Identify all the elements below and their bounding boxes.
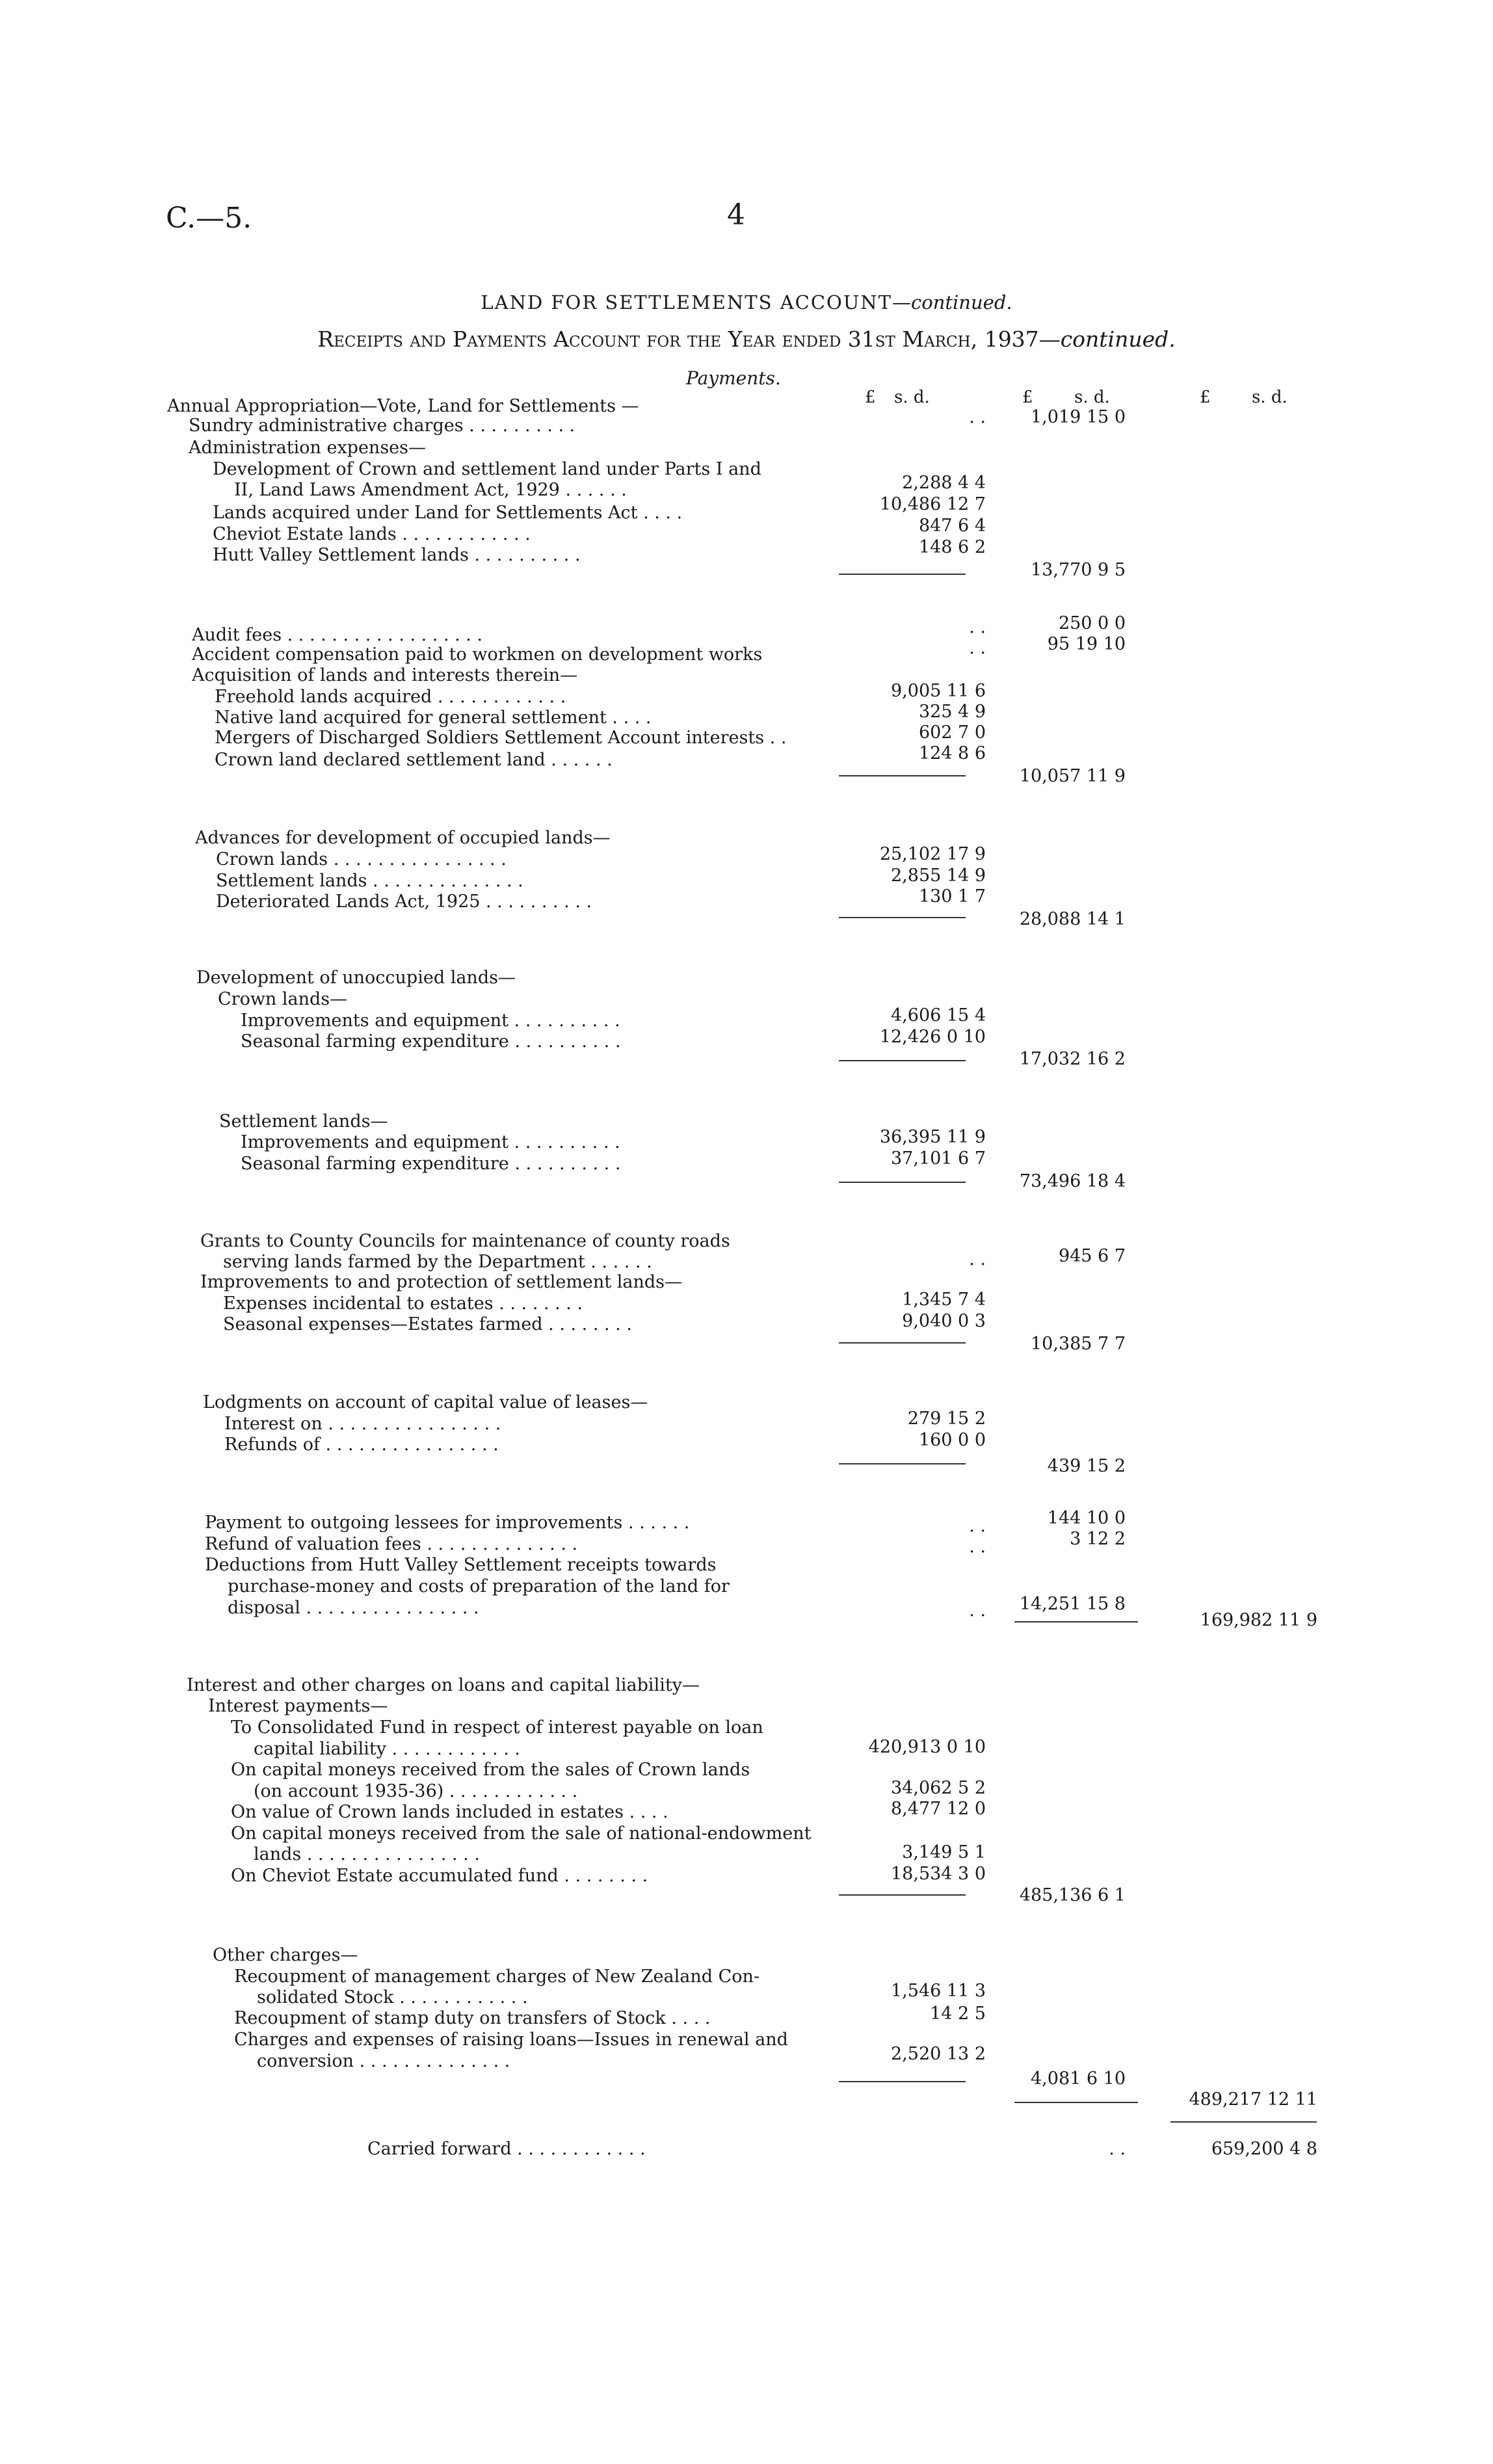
line-grants-county: Grants to County Councils for maintenance of county roads [200, 1231, 730, 1251]
line-expenses-incidental: Expenses incidental to estates . . . . . . . . [223, 1293, 583, 1314]
amount-deductions-col1: . . [969, 1600, 986, 1621]
line-improvements-protection: Improvements to and protection of settlement lands— [200, 1272, 682, 1292]
amount-grants-col1: . . [969, 1249, 986, 1269]
rule-advances-subtotal [839, 917, 966, 918]
line-conversion: conversion . . . . . . . . . . . . . . [257, 2051, 510, 2071]
amount-crown-seasonal: 12,426 0 10 [879, 1027, 986, 1047]
amount-deductions-hutt: 14,251 15 8 [1019, 1594, 1126, 1614]
amount-refund-valuation: 3 12 2 [1070, 1529, 1126, 1549]
rule-interest-payments-subtotal [839, 1894, 966, 1896]
amount-acquisition-total: 10,057 11 9 [1019, 766, 1126, 786]
amount-refunds-of: 160 0 0 [918, 1430, 986, 1450]
amount-audit-fees: 250 0 0 [1058, 613, 1126, 633]
amount-sundry-admin: 1,019 15 0 [1031, 407, 1126, 427]
amount-settlement-improvements: 36,395 11 9 [879, 1127, 986, 1147]
amount-value-crown-lands: 8,477 12 0 [891, 1799, 986, 1819]
line-settlement-seasonal: Seasonal farming expenditure . . . . . . . . . . [241, 1154, 621, 1174]
amount-interest-payments-total: 485,136 6 1 [1019, 1885, 1126, 1905]
amount-hutt-valley: 148 6 2 [918, 537, 986, 557]
line-crown-land-declared: Crown land declared settlement land . . . . . . [215, 750, 613, 770]
col3-sd-header: s. d. [1252, 388, 1288, 407]
title-continued: —continued. [892, 291, 1012, 313]
amount-refund-col1: . . [969, 1537, 986, 1557]
section-label: Payments. [686, 367, 781, 389]
line-national-endowment: On capital moneys received from the sale of national-endowment [231, 1823, 812, 1844]
amount-lands-acquired: 10,486 12 7 [879, 494, 986, 514]
line-accident-compensation: Accident compensation paid to workmen on development works [192, 644, 763, 665]
amount-cheviot-estate: 847 6 4 [918, 516, 986, 536]
line-purchase-money: purchase-money and costs of preparation of the land for [228, 1576, 730, 1596]
rule-other-charges-subtotal [839, 2081, 966, 2082]
line-cheviot-estate: Cheviot Estate lands . . . . . . . . . . . . [213, 524, 531, 544]
line-on-account: (on account 1935-36) . . . . . . . . . . . . [254, 1781, 578, 1801]
amount-audit-col1: . . [969, 617, 986, 637]
line-disposal: disposal . . . . . . . . . . . . . . . . [228, 1598, 479, 1618]
line-advances: Advances for development of occupied lands— [195, 828, 611, 848]
line-advances-settlement: Settlement lands . . . . . . . . . . . . . . [216, 871, 523, 891]
line-audit-fees: Audit fees . . . . . . . . . . . . . . . . . . [192, 625, 483, 645]
amount-expenses-incidental: 1,345 7 4 [902, 1290, 986, 1310]
line-seasonal-expenses: Seasonal expenses—Estates farmed . . . . . . . . [223, 1314, 632, 1334]
rule-acquisition-subtotal [839, 775, 966, 776]
line-land-laws-act: II, Land Laws Amendment Act, 1929 . . . . . . [234, 480, 627, 500]
line-raising-loans: Charges and expenses of raising loans—Issues in renewal and [234, 2030, 788, 2050]
col2-pounds-header: £ [1022, 388, 1033, 407]
col1-sd-header: s. d. [894, 388, 930, 407]
line-acquisition: Acquisition of lands and interests therein— [192, 665, 578, 685]
amount-settlement-total: 73,496 18 4 [1019, 1171, 1126, 1191]
amount-settlement-seasonal: 37,101 6 7 [891, 1148, 986, 1169]
amount-national-endowment: 3,149 5 1 [902, 1842, 986, 1862]
line-other-charges: Other charges— [213, 1945, 358, 1965]
page-number: 4 [727, 198, 745, 232]
amount-sundry-col1: . . [969, 407, 986, 427]
subtitle-continued: —continued. [1038, 326, 1176, 352]
line-admin-expenses: Administration expenses— [189, 438, 427, 458]
page-subtitle [0, 326, 1493, 352]
line-stamp-duty: Recoupment of stamp duty on transfers of Stock . . . . [234, 2008, 711, 2028]
line-lodgments: Lodgments on account of capital value of leases— [203, 1392, 648, 1412]
amount-advances-settlement: 2,855 14 9 [891, 866, 986, 886]
amount-seasonal-expenses: 9,040 0 3 [902, 1311, 986, 1331]
amount-development-crown: 2,288 4 4 [902, 473, 986, 493]
subtitle-text: Receipts and Payments Account for the Year ended 31st March, 1937 [317, 326, 1039, 352]
rule-improvements-subtotal [839, 1342, 966, 1344]
line-unoccupied-crown: Crown lands— [218, 989, 348, 1009]
line-settlement-lands: Settlement lands— [219, 1111, 388, 1132]
line-capital-moneys-crown: On capital moneys received from the sales of Crown lands [231, 1760, 750, 1780]
line-cheviot-fund: On Cheviot Estate accumulated fund . . . . . . . . [231, 1866, 648, 1886]
amount-cheviot-fund: 18,534 3 0 [891, 1864, 986, 1884]
rule-appropriation-subtotal [1014, 1621, 1138, 1623]
line-hutt-valley: Hutt Valley Settlement lands . . . . . . . . . . [213, 545, 581, 565]
rule-carried-forward [1170, 2121, 1317, 2123]
line-annual-appropriation: Annual Appropriation—Vote, Land for Settlements — [167, 396, 639, 416]
amount-stamp-duty: 14 2 5 [930, 2004, 986, 2024]
line-development-unoccupied: Development of unoccupied lands— [196, 968, 516, 988]
line-refunds-of: Refunds of . . . . . . . . . . . . . . . . [224, 1435, 499, 1455]
amount-consolidated-fund: 420,913 0 10 [868, 1737, 986, 1757]
amount-lodgments-total: 439 15 2 [1047, 1456, 1126, 1476]
amount-interest-on: 279 15 2 [907, 1409, 986, 1429]
amount-advances-crown: 25,102 17 9 [879, 844, 986, 864]
amount-deteriorated-lands: 130 1 7 [918, 886, 986, 907]
amount-accident-compensation: 95 19 10 [1047, 634, 1126, 654]
rule-admin-subtotal [839, 574, 966, 575]
rule-lodgments-subtotal [839, 1463, 966, 1464]
rule-unoccupied-crown-subtotal [839, 1060, 966, 1061]
amount-mergers: 602 7 0 [918, 722, 986, 743]
line-settlement-improvements: Improvements and equipment . . . . . . . . . . [241, 1132, 620, 1152]
line-interest-charges: Interest and other charges on loans and capital liability— [187, 1675, 700, 1695]
line-mergers: Mergers of Discharged Soldiers Settlement Account interests . . [215, 728, 787, 748]
amount-improvements-total: 10,385 7 7 [1031, 1334, 1126, 1354]
amount-annual-appropriation-total: 169,982 11 9 [1200, 1610, 1317, 1630]
line-consolidated-stock: solidated Stock . . . . . . . . . . . . [257, 1987, 528, 2007]
col3-pounds-header: £ [1200, 388, 1211, 407]
title-text: LAND FOR SETTLEMENTS ACCOUNT [481, 291, 892, 313]
line-crown-improvements: Improvements and equipment . . . . . . . . . . [241, 1011, 620, 1031]
amount-advances-total: 28,088 14 1 [1019, 909, 1126, 929]
amount-payment-col1: . . [969, 1516, 986, 1536]
line-value-crown-lands: On value of Crown lands included in estates . . . . [231, 1802, 668, 1822]
amount-crown-improvements: 4,606 15 4 [891, 1005, 986, 1026]
amount-carried-forward: 659,200 4 8 [1211, 2139, 1317, 2159]
col1-pounds-header: £ [865, 388, 876, 407]
col2-sd-header: s. d. [1074, 388, 1110, 407]
amount-grants-county: 945 6 7 [1058, 1246, 1126, 1266]
amount-admin-total: 13,770 9 5 [1031, 560, 1126, 580]
amount-freehold: 9,005 11 6 [891, 681, 986, 701]
amount-unoccupied-crown-total: 17,032 16 2 [1019, 1049, 1126, 1069]
amount-accident-col1: . . [969, 638, 986, 658]
line-interest-payments: Interest payments— [208, 1696, 388, 1716]
line-carried-forward: Carried forward . . . . . . . . . . . . [367, 2139, 646, 2159]
amount-native-land: 325 4 9 [918, 702, 986, 722]
line-crown-seasonal: Seasonal farming expenditure . . . . . . . . . . [241, 1031, 621, 1052]
amount-raising-loans: 2,520 13 2 [891, 2044, 986, 2064]
line-grants-serving: serving lands farmed by the Department . . . . . . [223, 1252, 652, 1272]
page-title [0, 291, 1493, 313]
line-lands-acquired: Lands acquired under Land for Settlements Act . . . . [213, 503, 683, 523]
amount-payment-outgoing: 144 10 0 [1047, 1508, 1126, 1528]
line-consolidated-fund: To Consolidated Fund in respect of interest payable on loan [231, 1717, 763, 1738]
line-advances-crown: Crown lands . . . . . . . . . . . . . . . . [216, 849, 507, 869]
line-interest-on: Interest on . . . . . . . . . . . . . . . . [224, 1414, 501, 1434]
amount-recoupment-management: 1,546 11 3 [891, 1981, 986, 2001]
line-lands: lands . . . . . . . . . . . . . . . . [254, 1844, 480, 1864]
line-capital-liability: capital liability . . . . . . . . . . . . [254, 1739, 520, 1759]
line-recoupment-management: Recoupment of management charges of New Zealand Con- [234, 1967, 760, 1987]
line-freehold: Freehold lands acquired . . . . . . . . . . . . [215, 687, 566, 707]
amount-other-charges-total: 4,081 6 10 [1031, 2069, 1126, 2089]
amount-capital-moneys-crown: 34,062 5 2 [891, 1778, 986, 1798]
line-development-crown: Development of Crown and settlement land under Parts I and [213, 459, 761, 479]
rule-settlement-subtotal [839, 1182, 966, 1183]
line-payment-outgoing: Payment to outgoing lessees for improvements . . . . . . [205, 1513, 690, 1533]
amount-carried-forward-col2: . . [1109, 2139, 1126, 2159]
line-deductions-hutt: Deductions from Hutt Valley Settlement receipts towards [205, 1555, 717, 1575]
amount-interest-charges-total: 489,217 12 11 [1189, 2089, 1317, 2110]
line-native-land: Native land acquired for general settlement . . . . [215, 708, 652, 728]
line-deteriorated-lands: Deteriorated Lands Act, 1925 . . . . . . . . . . [216, 892, 592, 912]
line-refund-valuation: Refund of valuation fees . . . . . . . . . . . . . . [205, 1534, 578, 1554]
amount-crown-land-declared: 124 8 6 [918, 743, 986, 763]
document-reference: C.—5. [166, 202, 252, 235]
rule-interest-charges-subtotal [1014, 2102, 1138, 2103]
line-sundry-admin: Sundry administrative charges . . . . . . . . . . [189, 416, 575, 436]
